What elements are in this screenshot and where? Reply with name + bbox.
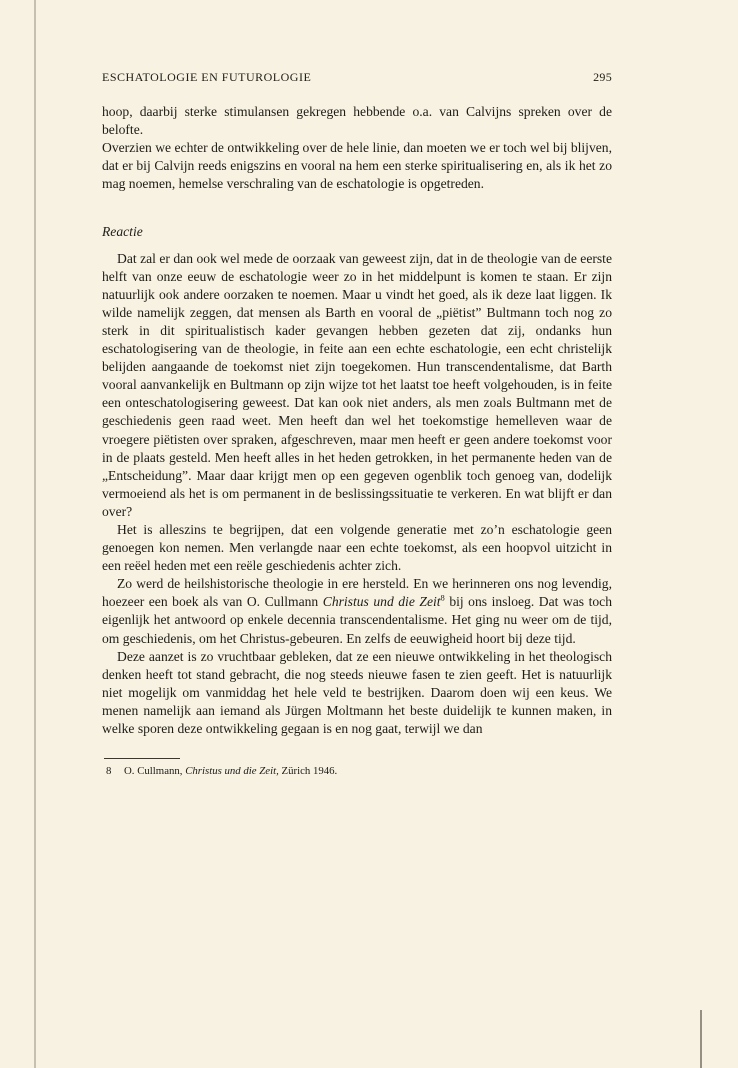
paragraph-6: Deze aanzet is zo vruchtbaar gebleken, dat ze een nieuwe ontwikkeling in het theologisch denken heeft tot stand gebracht, die nog steeds nieuwe fasen te zien geeft. Het is natuurlijk niet mogelijk om vanmiddag het hele veld te bestrijken. Daarom doen wij een keus. We menen namelijk aan iemand als Jürgen Moltmann het beste duidelijk te kunnen maken, in welke sporen deze ontwikkeling gegaan is en nog gaat, terwijl we dan [102,648,612,736]
body-text [102,103,612,738]
paragraph-1: hoop, daarbij sterke stimulansen gekregen hebbende o.a. van Calvijns spreken over de belofte. [102,104,612,138]
section-heading-reactie: Reactie [102,224,143,240]
paragraph-5-text-before: Zo werd de heilshistorische theologie in ere hersteld. En we herinneren ons nog levendig, hoezeer een boek als van O. Cullmann [102,576,612,610]
paragraph-4: Het is alleszins te begrijpen, dat een volgende generatie met zo’n eschatologie geen genoegen kon nemen. Men verlangde naar een echte toekomst, als een hoopvol uitzicht in een reëel heden met een reële geschiedenis achter zich. [102,521,612,574]
paragraph-2: Overzien we echter de ontwikkeling over de hele linie, dan moeten we er toch wel bij blijven, dat er bij Calvijn reeds enigszins en vooral na hem een sterke spiritualisering en, als ik het zo mag noemen, hemelse verschraling van de eschatologie is opgetreden. [102,140,612,192]
footnote-author: O. Cullmann, [124,765,186,778]
book-title-christus-und-die-zeit: Christus und die Zeit [322,594,441,610]
running-title: ESCHATOLOGIE EN FUTUROLOGIE [102,70,312,84]
running-header [102,70,612,85]
footnote-text [124,764,337,778]
footnote-publication: Zürich 1946. [278,765,338,778]
footnote-number: 8 [106,765,112,778]
paragraph-5 [102,575,612,647]
scan-left-edge [34,0,36,1068]
footnote-reference-8[interactable]: 8 [440,592,445,603]
paragraph-5-text-after: bij ons insloeg. Dat was toch eigenlijk het antwoord op enkele decennia transcendentalisme. Het ging nu weer om de tijd, om geschiedenis, om het Christus-gebeuren. En zelfs de eeuwigheid hoort bij deze tijd. [102,594,612,646]
footnote-title: Christus und die Zeit, [185,765,279,778]
scan-right-edge [700,1010,702,1068]
paragraph-3: Dat zal er dan ook wel mede de oorzaak van geweest zijn, dat in de theologie van de eerste helft van onze eeuw de eschatologie weer zo in het middelpunt is komen te staan. Er zijn natuurlijk ook andere oorzaken te noemen. Maar u vindt het goed, als ik deze laat liggen. Ik wilde namelijk zeggen, dat mensen als Barth en vooral de „piëtist” Bultmann toch nog zo sterk in dit spiritualistisch kader gevangen hebben gezeten dat zij, ondanks hun eschatologisering van de theologie, in feite aan een echte eschatologie, een echt christelijk belijden aangaande de toekomst niet zijn toegekomen. Hun transcendentalisme, dat Barth vooral aanvankelijk en Bultmann op zijn wijze tot het laatst toe heeft volgehouden, is in feite een onteschatologisering geweest. Dat kan ook niet anders, als men zoals Bultmann met de geschiedenis geen raad weet. Men heeft dan wel het toekomstige hemelleven waar de vroegere piëtisten over spraken, afgeschreven, maar men heeft er geen andere toekomst voor in de plaats gesteld. Men heeft alles in het heden getrokken, in het permanente heden van de „Entscheidung”. Maar daar krijgt men op een gegeven ogenblik toch genoeg van, dodelijk vermoeiend als het is om permanent in de beslissingssituatie te verkeren. En wat blijft er dan over? [102,250,612,519]
footnote-8 [102,764,612,778]
page-content [102,70,612,778]
page-number: 295 [593,70,612,84]
footnote-divider [104,758,180,759]
